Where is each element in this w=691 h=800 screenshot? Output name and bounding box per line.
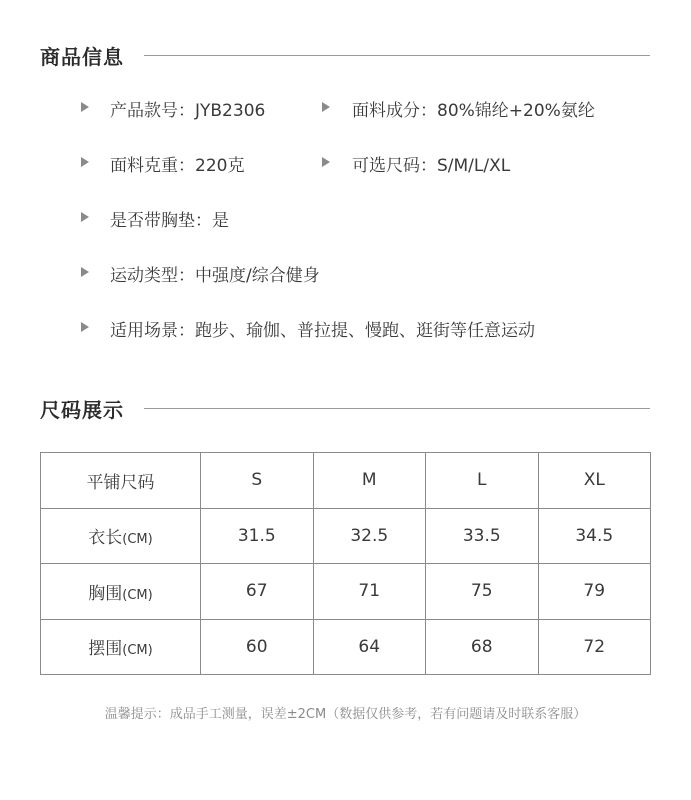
table-cell: 68 [426, 619, 539, 675]
measurement-tip: 温馨提示：成品手工测量，误差±2CM（数据仅供参考，若有问题请及时联系客服） [104, 707, 587, 722]
table-header-cell: S [201, 453, 314, 509]
bullet-triangle-icon [81, 322, 89, 332]
table-row [41, 508, 651, 564]
table-cell: 32.5 [313, 508, 426, 564]
info-item-style-no: 产品款号：JYB2306 [110, 101, 266, 121]
info-item-weight: 面料克重：220克 [110, 156, 245, 176]
row-unit: (CM) [122, 532, 153, 548]
bullet-triangle-icon [322, 157, 330, 167]
table-cell: 72 [538, 619, 651, 675]
row-unit: (CM) [122, 643, 153, 659]
table-cell: 64 [313, 619, 426, 675]
info-item-sport-type: 运动类型：中强度/综合健身 [110, 266, 320, 286]
table-row [41, 564, 651, 620]
table-cell: 67 [201, 564, 314, 620]
table-header-cell: M [313, 453, 426, 509]
table-cell: 79 [538, 564, 651, 620]
table-cell: 75 [426, 564, 539, 620]
table-row [41, 619, 651, 675]
table-cell: 60 [201, 619, 314, 675]
row-label: 摆围 [88, 639, 123, 660]
row-label-cell [41, 619, 201, 675]
table-header-row [41, 453, 651, 509]
table-header-cell: XL [538, 453, 651, 509]
product-info-header [40, 40, 650, 70]
row-label: 胸围 [88, 583, 123, 604]
product-info-divider [144, 55, 650, 56]
table-header-cell: L [426, 453, 539, 509]
product-info-title: 商品信息 [40, 44, 124, 69]
size-section-divider [144, 408, 650, 409]
size-section-title: 尺码展示 [40, 397, 124, 422]
size-table [40, 452, 651, 675]
table-cell: 34.5 [538, 508, 651, 564]
row-label-cell [41, 564, 201, 620]
info-item-padding: 是否带胸垫：是 [110, 211, 229, 231]
bullet-triangle-icon [81, 212, 89, 222]
info-item-scenarios: 适用场景：跑步、瑜伽、普拉提、慢跑、逛街等任意运动 [110, 321, 535, 341]
table-cell: 71 [313, 564, 426, 620]
bullet-triangle-icon [81, 267, 89, 277]
size-section-header [40, 393, 650, 423]
bullet-triangle-icon [81, 102, 89, 112]
bullet-triangle-icon [322, 102, 330, 112]
row-label: 衣长 [88, 528, 123, 549]
table-header-cell: 平铺尺码 [41, 453, 201, 509]
info-item-sizes: 可选尺码：S/M/L/XL [352, 156, 511, 176]
info-item-fabric: 面料成分：80%锦纶+20%氨纶 [352, 101, 595, 121]
row-label-cell [41, 508, 201, 564]
row-unit: (CM) [122, 587, 153, 603]
bullet-triangle-icon [81, 157, 89, 167]
table-cell: 33.5 [426, 508, 539, 564]
table-cell: 31.5 [201, 508, 314, 564]
